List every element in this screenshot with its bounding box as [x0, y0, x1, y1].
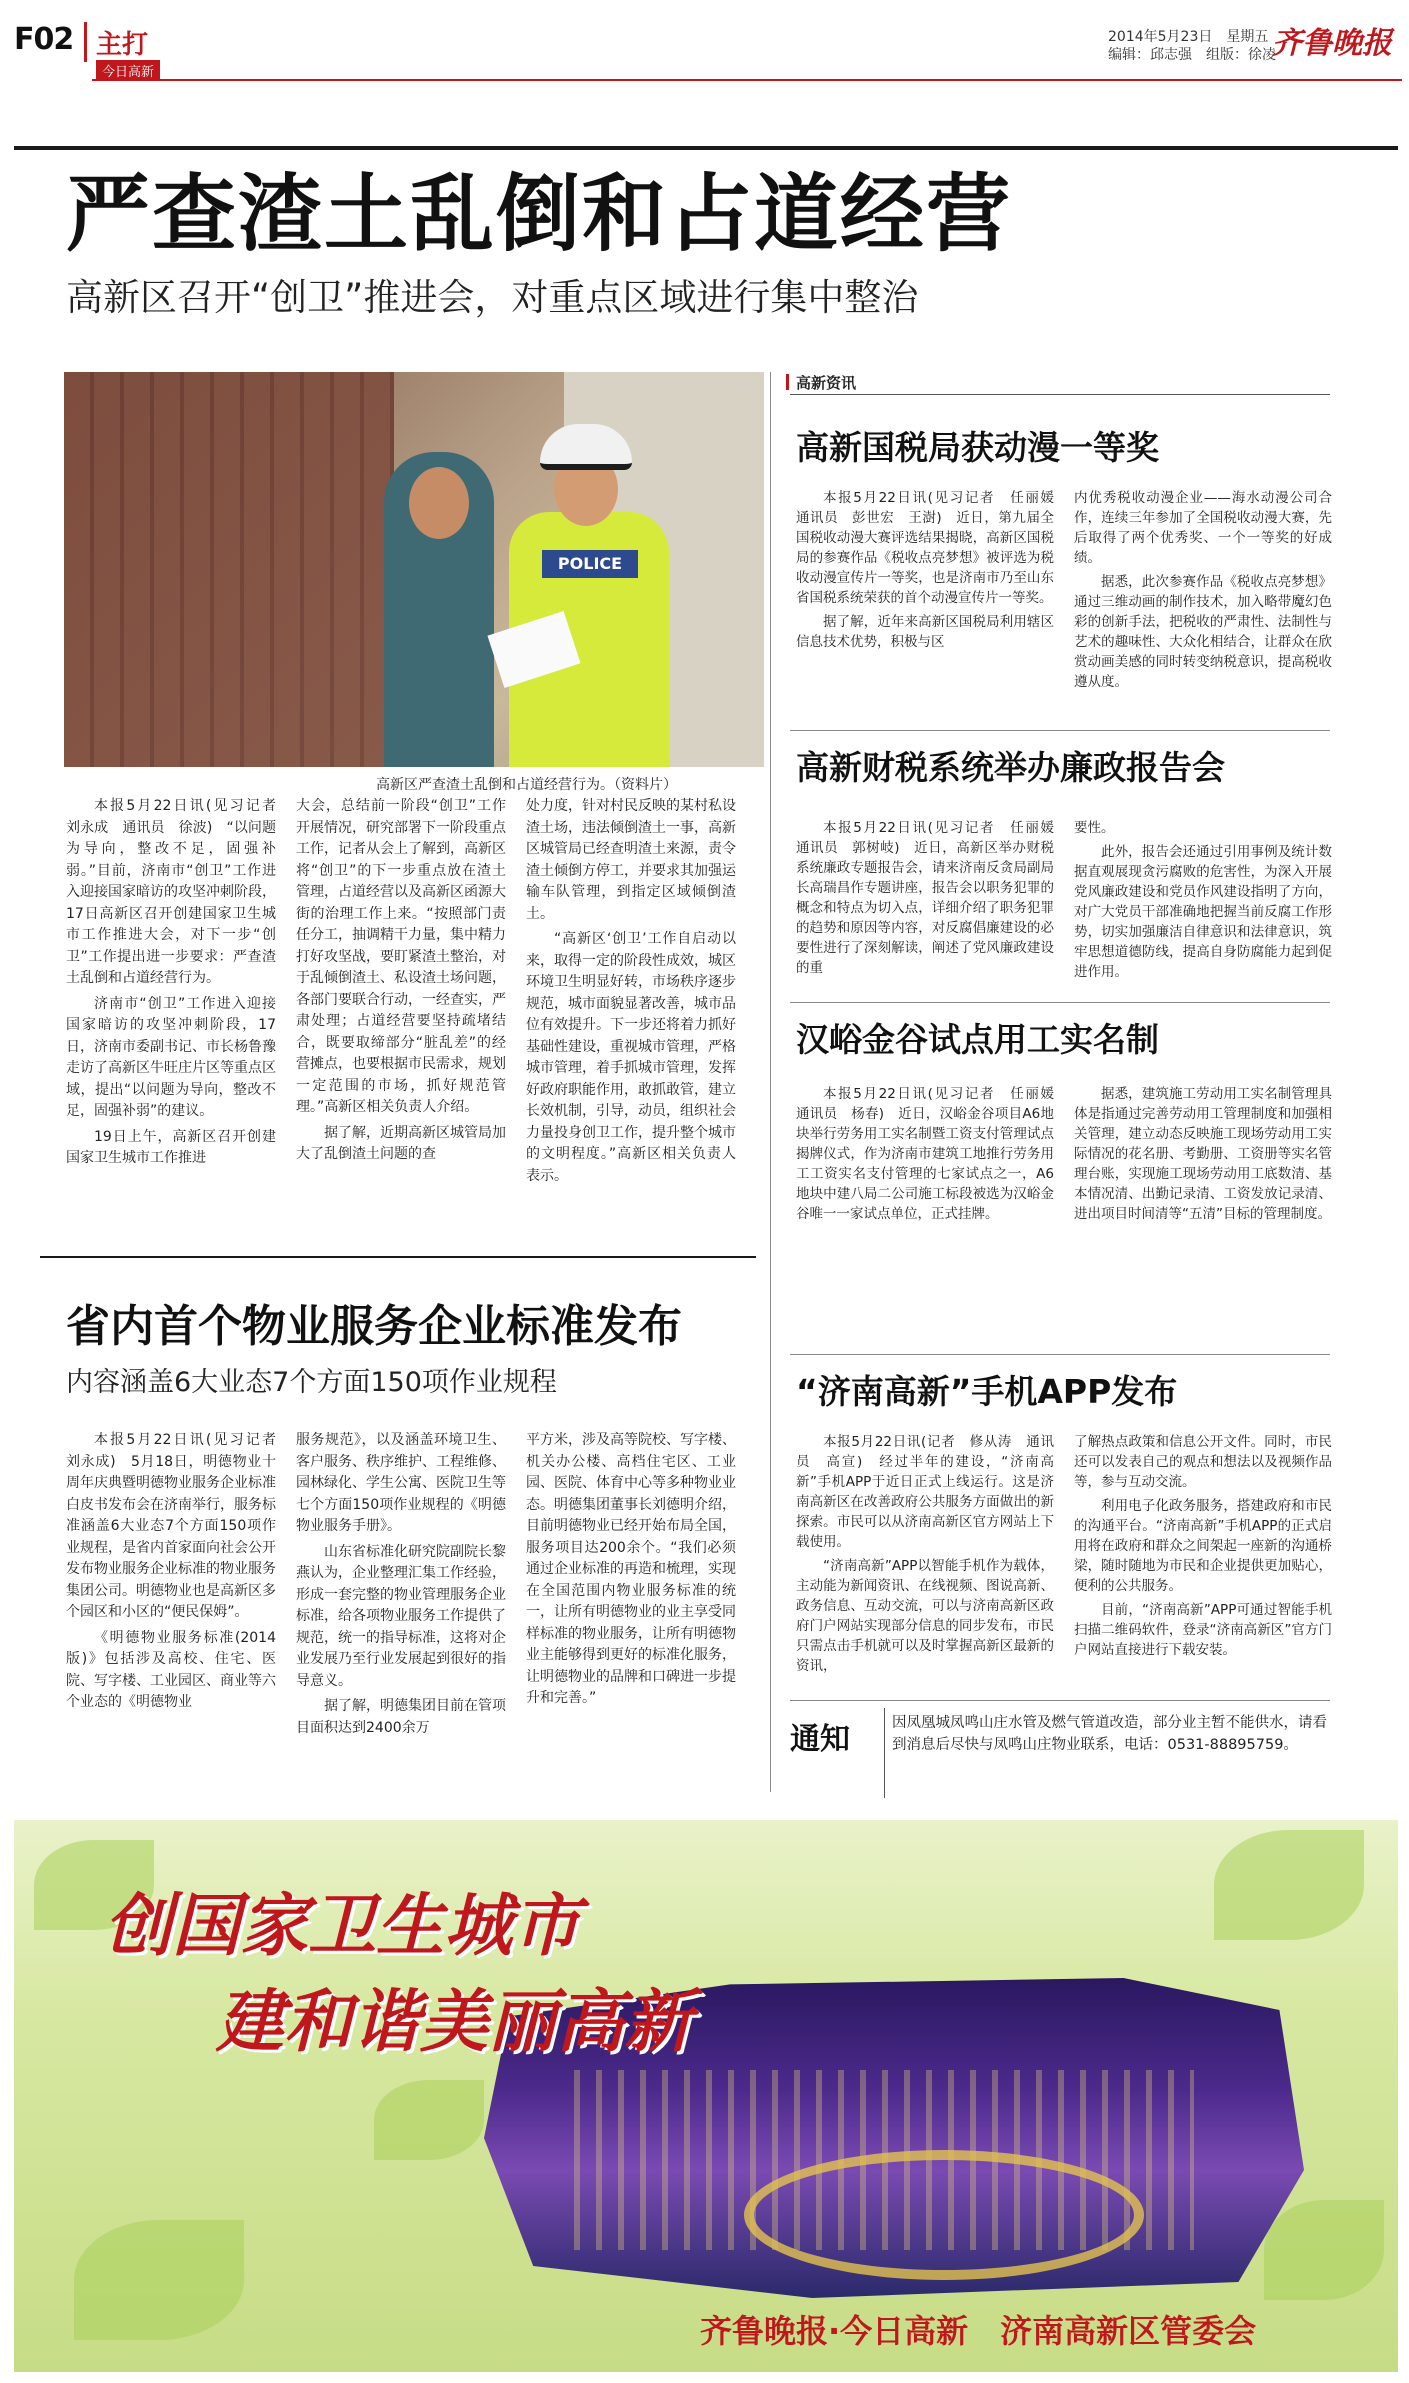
banner-leaf: [1264, 2200, 1384, 2300]
lead-col2-para: 大会，总结前一阶段“创卫”工作开展情况，研究部署下一阶段重点工作，记者从会上了解到，高新区将“创卫”的下一步重点放在渣土管理，占道经营以及高新区函源大街的治理工作上来。“按照部门责任分工，抽调精干力量，集中精力打好攻坚战，要盯紧渣土整治，对于乱倾倒渣土、私设渣土场问题，各部门要联合行动，一经查实，严肃处理；占道经营要坚持疏堵结合，既要取缔部分“脏乱差”的经营摊点，也要根据市民需求，规划一定范围的市场，抓好规范管理。”高新区相关负责人介绍。: [296, 798, 506, 1115]
sidebar-para: 本报5月22日讯(见习记者 任丽媛 通讯员 彭世宏 王澍) 近日，第九届全国税收动漫大赛评选结果揭晓，高新区国税局的参赛作品《税收点亮梦想》被评选为税收动漫宣传片一等奖，也是济南市乃至山东省国税系统荣获的首个动漫宣传片一等奖。: [796, 490, 1068, 606]
sidebar-para: 利用电子化政务服务，搭建政府和市民的沟通平台。“济南高新”手机APP的正式启用将在政府和群众之间架起一座新的沟通桥梁，随时随地为市民和企业提供更加贴心，便利的公共服务。: [1074, 1498, 1332, 1594]
sidebar-para: 本报5月22日讯(见习记者 任丽媛 通讯员 杨春) 近日，汉峪金谷项目A6地块举行劳务用工实名制暨工资支付管理试点揭牌仪式，作为济南市建筑工地推行劳务用工工资实名支付管理的七家试点之一，A6地块中建八局二公司施工标段被选为汉峪金谷唯一一家试点单位，正式挂牌。: [796, 1086, 1068, 1222]
sidebar-item-4-title: “济南高新”手机APP发布: [796, 1372, 1178, 1411]
sidebar-tag: 高新资讯: [796, 374, 857, 392]
issue-date: 2014年5月23日 星期五: [1108, 29, 1269, 45]
story2-headline: 省内首个物业服务企业标准发布: [66, 1301, 682, 1352]
sidebar-item-2-title: 高新财税系统举办廉政报告会: [796, 748, 1225, 787]
sidebar-rule: [790, 730, 1330, 731]
story2-col2-para: 山东省标准化研究院副院长黎燕认为，企业整理汇集工作经验，形成一套完整的物业管理服务企业标准，给各项物业服务工作提供了规范，统一的指导标准，这将对企业发展乃至行业发展起到很好的指导意义。: [296, 1543, 506, 1689]
banner-ring-building: [744, 2150, 1144, 2280]
notice-text: 因凤凰城凤鸣山庄水管及燃气管道改造，部分业主暂不能供水，请看到消息后尽快与凤鸣山庄物业联系，电话：0531-88895759。: [892, 1715, 1327, 1753]
section-name: 主打: [96, 30, 149, 60]
lead-col2-para: 据了解，近期高新区城管局加大了乱倒渣土问题的查: [296, 1124, 506, 1162]
sidebar-item-2-col1: [796, 818, 1068, 978]
story2-subheadline: 内容涵盖6大业态7个方面150项作业规程: [66, 1367, 557, 1398]
sidebar-item-1-col2: [1074, 488, 1332, 692]
lead-column-2: [296, 796, 506, 1166]
photo-caption: 高新区严查渣土乱倒和占道经营行为。（资料片）: [376, 777, 677, 793]
sidebar-rule: [790, 1354, 1330, 1355]
banner-slogan-1: 创国家卫生城市: [104, 1886, 581, 1966]
header-divider: [84, 22, 87, 62]
sidebar-para: 本报5月22日讯(记者 修从涛 通讯员 高宣) 经过半年的建设，“济南高新”手机APP于近日正式上线运行。这是济南高新区在改善政府公共服务方面做出的新探索。市民可以从济南高新区官方网站上下载使用。: [796, 1434, 1054, 1550]
banner-leaf: [74, 2220, 244, 2340]
notice-divider: [884, 1708, 885, 1798]
lead-column-1: [66, 796, 290, 1170]
story2-col3-para: 平方米，涉及高等院校、写字楼、机关办公楼、高档住宅区、工业园、医院、体育中心等多种物业业态。明德集团董事长刘德明介绍，目前明德物业已经开始布局全国，服务项目达200余个。“我们必须通过企业标准的再造和梳理，实现在全国范围内物业服务标准的统一，让所有明德物业的业主享受同样标准的物业服务，让所有明德物业主能够得到更好的标准化服务，让明德物业的品牌和口碑进一步提升和完善。”: [526, 1432, 736, 1706]
photo-worker-head: [409, 467, 469, 539]
story2-column-2: [296, 1430, 506, 1739]
sidebar-item-3-col1: [796, 1084, 1068, 1224]
story2-column-3: [526, 1430, 736, 1710]
sidebar-item-4-col2: [1074, 1432, 1332, 1660]
sidebar-item-1-col1: [796, 488, 1068, 652]
sidebar-item-3-col2: [1074, 1084, 1332, 1224]
sidebar-para: 了解热点政策和信息公开文件。同时，市民还可以发表自己的观点和想法以及视频作品等，参与互动交流。: [1074, 1434, 1332, 1490]
story2-col1-para: 本报5月22日讯(见习记者 刘永成) 5月18日，明德物业十周年庆典暨明德物业服务企业标准白皮书发布会在济南举行，服务标准涵盖6大业态7个方面150项作业规程，是省内首家面向社会公开发布物业服务企业标准的物业服务集团公司。明德物业也是高新区多个园区和小区的“便民保姆”。: [66, 1432, 290, 1620]
sidebar-para: 目前，“济南高新”APP可通过智能手机扫描二维码软件，登录“济南高新区”官方门户网站直接进行下载安装。: [1074, 1602, 1332, 1658]
banner-slogan-2: 建和谐美丽高新: [216, 1982, 693, 2062]
sidebar-para: 本报5月22日讯(见习记者 任丽媛 通讯员 郭树岐) 近日，高新区举办财税系统廉政专题报告会，请来济南反贪局副局长高瑞昌作专题讲座，报告会以职务犯罪的概念和特点为切入点，详细介绍了职务犯罪的趋势和原因等内容，对反腐倡廉建设的必要性进行了深刻解读，阐述了党风廉政建设的重: [796, 820, 1068, 976]
story2-col2-para: 服务规范》，以及涵盖环境卫生、客户服务、秩序维护、工程维修、园林绿化、学生公寓、医院卫生等七个方面150项作业规程的《明德物业服务手册》。: [296, 1432, 506, 1534]
story2-rule: [40, 1256, 756, 1258]
lead-column-3: [526, 796, 736, 1187]
banner-leaf: [1214, 1830, 1364, 1940]
sidebar-para: 内优秀税收动漫企业——海水动漫公司合作，连续三年参加了全国税收动漫大赛，先后取得了两个优秀奖、一个一等奖的好成绩。: [1074, 490, 1332, 566]
sidebar-tag-mark: [786, 374, 789, 390]
story2-column-1: [66, 1430, 290, 1714]
sidebar-item-1-title: 高新国税局获动漫一等奖: [796, 428, 1159, 467]
sidebar-para: “济南高新”APP以智能手机作为载体，主动能为新闻资讯、在线视频、图说高新、政务信息、互动交流，可以与济南高新区政府门户网站实现部分信息的同步发布，市民只需点击手机就可以及时掌握高新区最新的资讯，: [796, 1558, 1054, 1674]
lead-subheadline: 高新区召开“创卫”推进会，对重点区域进行集中整治: [66, 276, 919, 319]
lead-col1-para: 19日上午，高新区召开创建国家卫生城市工作推进: [66, 1128, 276, 1166]
top-rule: [14, 146, 1398, 150]
sidebar-rule: [790, 1002, 1330, 1003]
column-divider: [770, 372, 771, 1792]
lead-col1-para: 济南市“创卫”工作进入迎接国家暗访的攻坚冲刺阶段，17日，济南市委副书记、市长杨鲁豫走访了高新区牛旺庄片区等重点区域，提出“以问题为导向，整改不足，固强补弱”的建议。: [66, 995, 276, 1119]
page-number: F02: [14, 22, 74, 57]
story2-col2-para: 据了解，明德集团目前在管项目面积达到2400余万: [296, 1698, 506, 1736]
notice-label: 通知: [790, 1722, 850, 1757]
sidebar-tag-rule: [790, 394, 1330, 395]
sidebar-item-2-col2: [1074, 818, 1332, 982]
sidebar-para: 据悉，建筑施工劳动用工实名制管理具体是指通过完善劳动用工管理制度和加强相关管理，建立动态反映施工现场劳动用工实际情况的花名册、考勤册、工资册等实名管理台账，实现施工现场劳动用工底数清、基本情况清、出勤记录清、工资发放记录清、进出项目时间清等“五清”目标的管理制度。: [1074, 1086, 1332, 1222]
lead-col3-para: 处力度，针对村民反映的某村私设渣土场，违法倾倒渣土一事，高新区城管局已经查明渣土来源，责令渣土倾倒方停工，并要求其加强运输车队管理，到指定区域倾倒渣土。: [526, 798, 736, 922]
sidebar-item-3-title: 汉峪金谷试点用工实名制: [796, 1020, 1159, 1059]
sidebar-para: 据了解，近年来高新区国税局利用辖区信息技术优势，积极与区: [796, 614, 1054, 650]
lead-col3-para: “高新区‘创卫’工作自启动以来，取得一定的阶段性成效，城区环境卫生明显好转，市场秩序逐步规范，城市面貌显著改善，城市品位有效提升。下一步还将着力抓好基础性建设，重视城市管理，严格城市管理，着手抓城市管理，发挥好政府职能作用，敢抓敢管，建立长效机制，引导，动员，组织社会力量投身创卫工作，提升整个城市的文明程度。”高新区相关负责人表示。: [526, 931, 736, 1184]
sidebar-item-4-col1: [796, 1432, 1054, 1676]
notice-rule: [790, 1700, 1330, 1701]
lead-col1-para: 本报5月22日讯(见习记者 刘永成 通讯员 徐波) “以问题为导向，整改不足，固强补弱。”目前，济南市“创卫”工作进入迎接国家暗访的攻坚冲刺阶段，17日高新区召开创建国家卫生城市工作推进大会，对下一步“创卫”工作提出进一步要求：严查渣土乱倒和占道经营行为。: [66, 798, 290, 986]
banner-sponsor-line: 齐鲁晚报·今日高新 济南高新区管委会: [700, 2312, 1257, 2350]
photo-truck: [64, 372, 394, 767]
sidebar-para: 据悉，此次参赛作品《税收点亮梦想》通过三维动画的制作技术，加入略带魔幻色彩的创新手法，把税收的严肃性、法制性与艺术的趣味性、大众化相结合，让群众在欣赏动画美感的同时转变纳税意识，提高税收遵从度。: [1074, 574, 1332, 690]
editor-credits: 编辑：邱志强 组版：徐凌: [1108, 47, 1276, 63]
story2-col1-para: 《明德物业服务标准(2014版)》包括涉及高校、住宅、医院、写字楼、工业园区、商业等六个业态的《明德物业: [66, 1629, 276, 1710]
lead-headline: 严查渣土乱倒和占道经营: [66, 165, 1013, 263]
subsection-name: 今日高新: [96, 60, 160, 81]
header-red-rule: [92, 79, 1402, 81]
photo-police-badge: POLICE: [542, 550, 638, 578]
sidebar-para: 此外，报告会还通过引用事例及统计数据直观展现贪污腐败的危害性，为深入开展党风廉政建设和党员作风建设指明了方向，对广大党员干部准确地把握当前反腐工作形势，切实加强廉洁自律意识和法律意识，筑牢思想道德防线，提高自身防腐能力起到促进作用。: [1074, 844, 1332, 980]
lead-photo: [64, 372, 764, 767]
sidebar-para: 要性。: [1074, 820, 1115, 836]
banner-leaf: [374, 2080, 484, 2160]
newspaper-logo: 齐鲁晚报: [1272, 26, 1392, 61]
